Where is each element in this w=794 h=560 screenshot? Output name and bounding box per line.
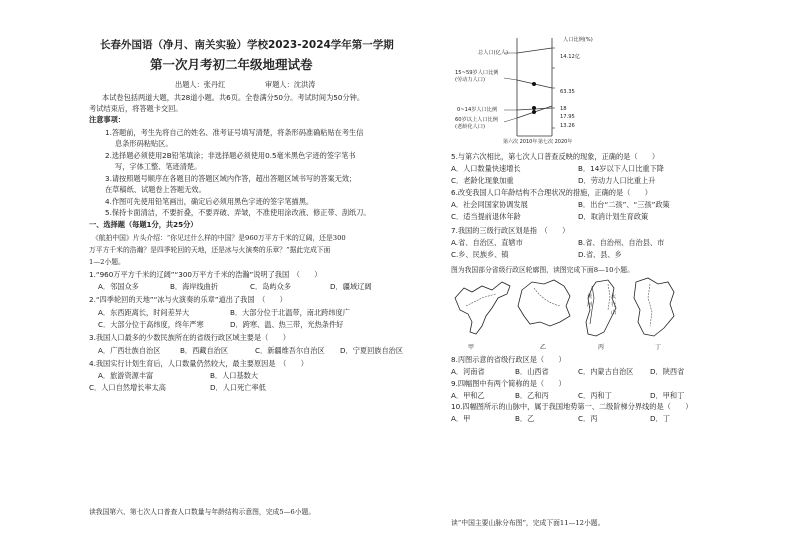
q6-option-c[interactable]: C．适当提前退休年龄: [451, 212, 521, 221]
series-point: [532, 110, 536, 114]
note-line: 2.选择题必须使用2B铅笔填涂；非选择题必须使用0.5毫米黑色字迹的签字笔书: [105, 151, 356, 160]
chart-right-axis-title: 人口比例(%): [563, 37, 593, 43]
author: 出题人：张丹红: [175, 80, 226, 89]
chart-right-value: 14.12亿: [560, 54, 581, 60]
q10-option-c[interactable]: C．丙: [578, 414, 598, 423]
q7-option-b[interactable]: B.省、自治州、自治县、市: [578, 238, 665, 247]
reviewer: 审题人：沈洪涛: [265, 80, 316, 89]
question-8-stem: 8.丙图示意的省级行政区是（ ）: [451, 355, 566, 364]
chart-label-total: 总人口(亿人): [478, 50, 508, 56]
province-outline-jia: [455, 282, 510, 334]
chart-right-value: 17.95: [560, 114, 575, 120]
note-line: 4.作图可先使用铅笔画出，确定后必须用黑色字迹的签字笔描黑。: [105, 197, 314, 206]
q4-option-d[interactable]: D．人口死亡率低: [210, 383, 266, 392]
q5-option-c[interactable]: C．老龄化现象加重: [451, 176, 514, 185]
q9-option-b[interactable]: B．乙和丙: [515, 391, 549, 400]
q5-option-b[interactable]: B．14岁以下人口比重下降: [578, 164, 664, 173]
question-2-stem: 2.“四季轮回的天地”“冰与火演奏的乐章”道出了我国 （ ）: [89, 295, 287, 304]
q9-option-a[interactable]: A．甲和乙: [451, 391, 485, 400]
q2-option-c[interactable]: C．大部分位于高纬度，终年严寒: [98, 320, 204, 329]
series-point: [532, 82, 536, 86]
passage-line: 《航拍中国》片头介绍：“你见过什么样的中国？是960万平方千米的辽阔，还是300: [92, 234, 346, 242]
q4-option-c[interactable]: C．人口自然增长率太高: [89, 383, 166, 392]
chart-label-elderly: 60岁以上人口比例(老龄化人口): [455, 117, 498, 130]
note-line: 5.保持卡面清洁，不要折叠，不要弄破、弄皱，不准使用涂改液、修正带、刮纸刀。: [105, 208, 371, 217]
map-label-bing: 丙: [598, 344, 605, 351]
q2-option-d[interactable]: D．跨寒、温、热三带，光热条件好: [230, 320, 344, 329]
note-line: 在草稿纸、试题卷上答题无效。: [105, 185, 206, 194]
chart-right-value: 13.26: [560, 123, 575, 129]
map-instruction: 图为我国部分省级行政区轮廓图，读图完成下面8—10小题。: [451, 266, 634, 274]
q3-option-c[interactable]: C．新疆维吾尔自治区: [255, 346, 325, 355]
intro-line: 考试结束后，将答题卡交回。: [89, 104, 183, 113]
q9-option-c[interactable]: C．丙和丁: [578, 391, 612, 400]
province-outline-ding: [634, 278, 674, 336]
q8-option-c[interactable]: C．内蒙古自治区: [578, 367, 634, 376]
q10-option-a[interactable]: A．甲: [451, 414, 471, 423]
q1-option-c[interactable]: C．岛屿众多: [250, 282, 291, 291]
q5-option-d[interactable]: D．劳动力人口比重上升: [578, 176, 656, 185]
province-maps: [452, 276, 682, 348]
q10-option-d[interactable]: D．丁: [650, 414, 670, 423]
q8-option-a[interactable]: A．河南省: [451, 367, 485, 376]
notes-title: 注意事项：: [89, 115, 125, 124]
q2-option-a[interactable]: A．东西距离长，时间差异大: [98, 308, 190, 317]
chart-label-child: 0~14岁人口比例: [457, 107, 498, 113]
province-outline-yi: [518, 280, 570, 326]
map-label-jia: 甲: [468, 344, 475, 351]
q7-option-d[interactable]: D.省、县、乡: [578, 250, 622, 259]
q3-option-d[interactable]: D．宁夏回族自治区: [340, 346, 404, 355]
q1-option-a[interactable]: A．邻国众多: [98, 282, 139, 291]
section-title: 一、选择题（每题1分，共25分）: [89, 220, 198, 229]
q4-option-b[interactable]: B．人口基数大: [210, 371, 259, 380]
passage-line: 1—2小题。: [89, 258, 125, 266]
series-line-total: [517, 48, 552, 53]
map-inner-label: 太: [611, 294, 617, 300]
question-4-stem: 4.我国实行计划生育后，人口数量仍然较大，最主要原因是 （ ）: [89, 359, 308, 368]
q7-option-a[interactable]: A.省、自治区、直辖市: [451, 238, 523, 247]
chart-right-value: 63.35: [560, 89, 575, 95]
q6-option-b[interactable]: B．出台“二孩”、“三孩”政策: [578, 200, 670, 209]
map-inner-label: 黄: [587, 294, 593, 300]
question-9-stem: 9.四幅图中有两个简称的是（ ）: [451, 379, 566, 388]
passage-line: 万平方千米的浩瀚？是四季轮回的天地，还是冰与火演奏的乐章？”据此完成下面: [89, 246, 331, 254]
note-line: 写，字体工整、笔迹清楚。: [115, 162, 202, 171]
intro-line: 本试卷包括两道大题，共28道小题。共6页。全卷满分50分。考试时间为50分钟。: [102, 93, 365, 102]
q5-option-a[interactable]: A．人口数量快速增长: [451, 164, 521, 173]
mountain-map-instruction: 读“中国主要山脉分布图”，完成下面11—12小题。: [451, 519, 605, 527]
chart-right-value: 18: [560, 106, 567, 112]
series-point: [532, 106, 536, 110]
chart-instruction: 读我国第六、第七次人口普查人口数量与年龄结构示意图，完成5—6小题。: [89, 508, 316, 516]
q9-option-d[interactable]: D．甲和丁: [650, 391, 685, 400]
q6-option-a[interactable]: A．社会同国家协调发展: [451, 200, 528, 209]
question-5-stem: 5.与第六次相比，第七次人口普查反映的现象，正确的是（ ）: [451, 152, 660, 161]
q3-option-a[interactable]: A．广西壮族自治区: [98, 346, 161, 355]
note-line: 息条形码粘贴区。: [115, 139, 173, 148]
question-3-stem: 3.我国人口最多的少数民族所在的省级行政区域主要是（ ）: [89, 333, 290, 342]
question-6-stem: 6.改变我国人口年龄结构不合理状况的措施，正确的是（ ）: [451, 188, 652, 197]
map-inner-label: 山: [611, 310, 617, 316]
q8-option-d[interactable]: D．陕西省: [650, 367, 685, 376]
note-line: 3.请按照题号顺序在各题目的答题区域内作答，超出答题区域书写的答案无效；: [105, 174, 357, 183]
exam-title: 第一次月考初二年级地理试卷: [150, 57, 313, 72]
q4-option-a[interactable]: A．旅游资源丰富: [98, 371, 154, 380]
question-10-stem: 10.四幅图所示的山脉中，属于我国地势第一、二级阶梯分界线的是（ ）: [451, 402, 693, 411]
map-inner-label: 行: [611, 302, 617, 308]
map-label-ding: 丁: [655, 344, 662, 351]
chart-label-labor: 15~59岁人口比例(劳动力人口): [455, 70, 499, 83]
question-1-stem: 1.“960万平方千米的辽阔”“300万平方千米的浩瀚”说明了我国 （ ）: [89, 270, 322, 279]
q6-option-d[interactable]: D．取消计划生育政策: [578, 212, 649, 221]
q1-option-b[interactable]: B．海岸线曲折: [170, 282, 219, 291]
q1-option-d[interactable]: D．疆域辽阔: [330, 282, 372, 291]
map-inner-label: 河: [587, 302, 593, 308]
chart-x-label: 第七次 2020年: [538, 139, 573, 145]
q3-option-b[interactable]: B．西藏自治区: [180, 346, 229, 355]
school-header: 长春外国语（净月、南关实验）学校2023-2024学年第一学期: [100, 39, 394, 51]
q2-option-b[interactable]: B．大部分位于北温带，南北跨纬度广: [230, 308, 350, 317]
chart-x-label: 第六次 2010年: [503, 139, 538, 145]
q7-option-c[interactable]: C.乡、民族乡、镇: [451, 250, 509, 259]
q10-option-b[interactable]: B．乙: [515, 414, 535, 423]
q8-option-b[interactable]: B．山西省: [515, 367, 549, 376]
note-line: 1.答题前，考生先将自己的姓名、准考证号填写清楚，将条形码准确粘贴在考生信: [105, 128, 364, 137]
map-label-yi: 乙: [540, 344, 547, 351]
question-7-stem: 7.我国的三级行政区划是指 （ ）: [451, 226, 570, 235]
